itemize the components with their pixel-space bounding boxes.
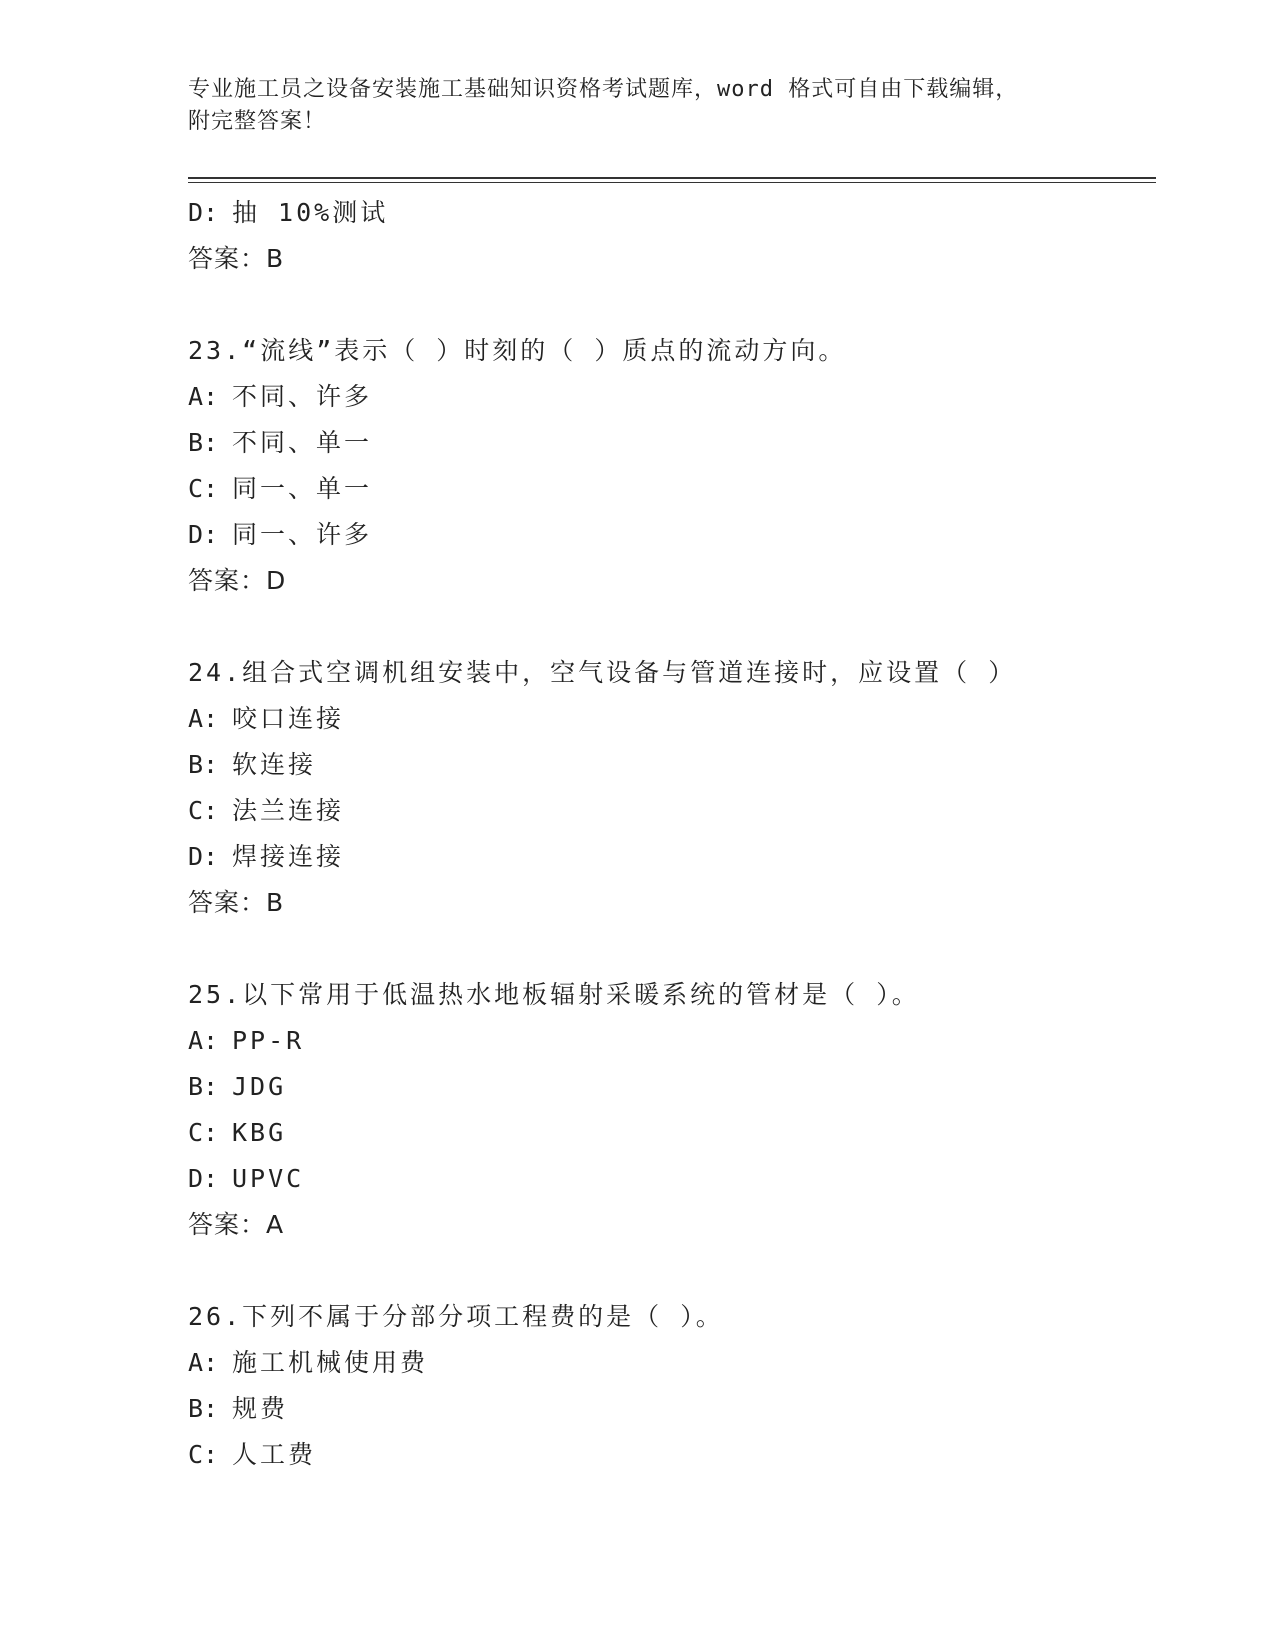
option-text: 抽 10%测试 <box>232 198 389 227</box>
option-text: 咬口连接 <box>232 704 345 733</box>
option-label: A: <box>188 382 219 411</box>
answer-q24: 答案：B <box>188 888 285 917</box>
question-stem-26: 26.下列不属于分部分项工程费的是（ ）。 <box>188 1302 724 1331</box>
option-label: D: <box>188 842 219 871</box>
spacer <box>188 1248 1148 1294</box>
option-label: D: <box>188 520 219 549</box>
option-label: C: <box>188 1440 219 1469</box>
question-stem-24: 24.组合式空调机组安装中，空气设备与管道连接时，应设置（ ） <box>188 658 1017 687</box>
option-label: A: <box>188 704 219 733</box>
option-text: KBG <box>232 1118 287 1147</box>
option-text: 人工费 <box>232 1440 317 1469</box>
answer-q22: 答案：B <box>188 244 285 273</box>
question-list <box>188 190 1148 1478</box>
option-d-q25 <box>188 1156 1148 1202</box>
answer-q25: 答案：A <box>188 1210 285 1239</box>
header-line-1: 专业施工员之设备安装施工基础知识资格考试题库，word 格式可自由下载编辑， <box>188 77 1019 102</box>
option-text: 同一、许多 <box>232 520 373 549</box>
header-divider-thick <box>188 177 1156 179</box>
option-text: 法兰连接 <box>232 796 345 825</box>
option-text: 软连接 <box>232 750 317 779</box>
spacer <box>188 926 1148 972</box>
option-text: 规费 <box>232 1394 289 1423</box>
option-c-q25 <box>188 1110 1148 1156</box>
option-text: 同一、单一 <box>232 474 373 503</box>
option-label: D: <box>188 1164 219 1193</box>
question-stem-23: 23.“流线”表示（ ）时刻的（ ）质点的流动方向。 <box>188 336 847 365</box>
option-label: B: <box>188 1072 219 1101</box>
option-b-q26 <box>188 1386 1148 1432</box>
option-label: B: <box>188 750 219 779</box>
option-c-q23 <box>188 466 1148 512</box>
option-text: 不同、单一 <box>232 428 373 457</box>
option-c-q24 <box>188 788 1148 834</box>
option-a-q23 <box>188 374 1148 420</box>
option-text: PP-R <box>232 1026 305 1055</box>
option-a-q26 <box>188 1340 1148 1386</box>
option-d-q22 <box>188 190 1148 236</box>
option-a-q24 <box>188 696 1148 742</box>
option-label: A: <box>188 1026 219 1055</box>
spacer <box>188 604 1148 650</box>
answer-q23: 答案：D <box>188 566 287 595</box>
option-label: B: <box>188 428 219 457</box>
option-text: 不同、许多 <box>232 382 373 411</box>
option-text: JDG <box>232 1072 287 1101</box>
option-text: 焊接连接 <box>232 842 345 871</box>
spacer <box>188 282 1148 328</box>
option-label: B: <box>188 1394 219 1423</box>
header-divider-thin <box>188 182 1156 183</box>
option-d-q23 <box>188 512 1148 558</box>
option-text: UPVC <box>232 1164 305 1193</box>
option-b-q23 <box>188 420 1148 466</box>
option-c-q26 <box>188 1432 1148 1478</box>
header-line-2: 附完整答案！ <box>188 109 327 134</box>
option-label: C: <box>188 1118 219 1147</box>
option-b-q25 <box>188 1064 1148 1110</box>
option-label: C: <box>188 474 219 503</box>
option-label: D: <box>188 198 219 227</box>
question-stem-25: 25.以下常用于低温热水地板辐射采暖系统的管材是（ ）。 <box>188 980 920 1009</box>
option-label: A: <box>188 1348 219 1377</box>
option-d-q24 <box>188 834 1148 880</box>
option-b-q24 <box>188 742 1148 788</box>
option-a-q25 <box>188 1018 1148 1064</box>
option-text: 施工机械使用费 <box>232 1348 429 1377</box>
document-header <box>188 74 1088 138</box>
option-label: C: <box>188 796 219 825</box>
